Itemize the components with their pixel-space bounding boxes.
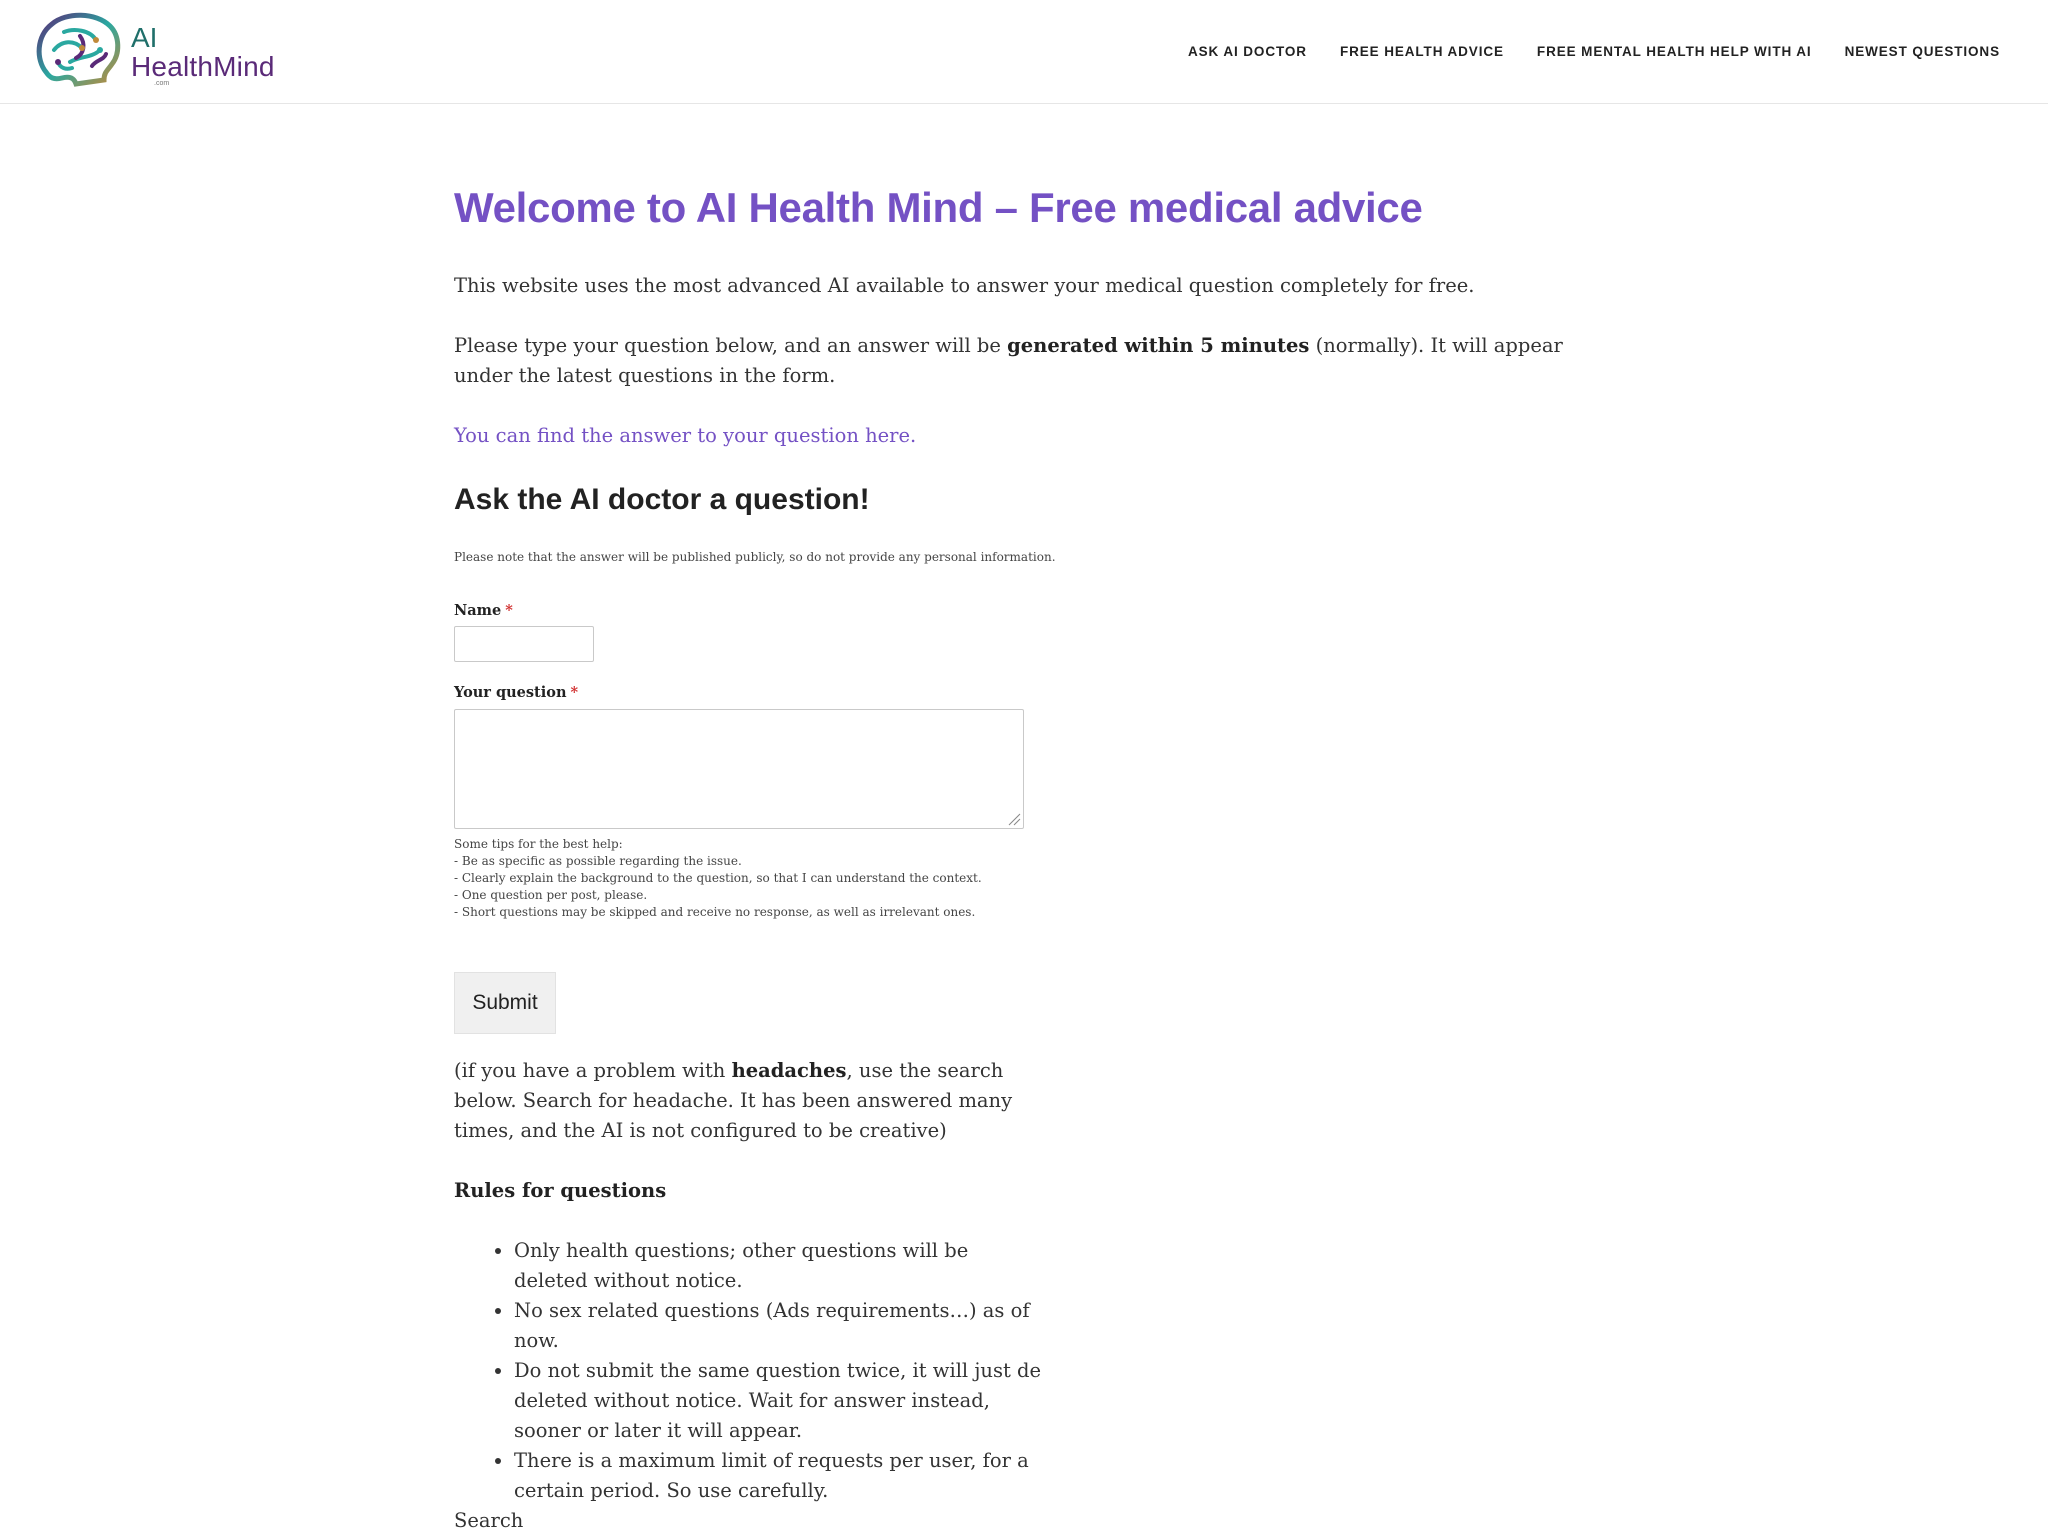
privacy-note: Please note that the answer will be published publicly, so do not provide any personal information. (454, 550, 1056, 564)
logo-text-ai: AI (131, 22, 158, 53)
headache-note (454, 1056, 1034, 1146)
site-header (0, 0, 2048, 104)
search-label: Search (454, 1509, 524, 1532)
rules-title: Rules for questions (454, 1179, 667, 1202)
main-content (454, 176, 1574, 1532)
instructions-text-start: Please type your question below, and an answer will be (454, 334, 1008, 357)
rules-list (454, 1236, 1044, 1506)
tip-item: - Clearly explain the background to the question, so that I can understand the context. (454, 871, 982, 885)
rule-item: • No sex related questions (Ads requirements…) as of now. (514, 1296, 1044, 1356)
headache-note-start: (if you have a problem with (454, 1059, 732, 1082)
question-label-text: Your question (454, 684, 567, 701)
rule-item: • Only health questions; other questions will be deleted without notice. (514, 1236, 1044, 1296)
nav-newest-questions[interactable]: NEWEST QUESTIONS (1844, 44, 2000, 59)
page-title: Welcome to AI Health Mind – Free medical advice (454, 184, 1423, 231)
rule-item: • Do not submit the same question twice, it will just de deleted without notice. Wait for answer instead, sooner or later it will appear. (514, 1356, 1044, 1446)
name-label-text: Name (454, 602, 502, 619)
question-tips (454, 836, 982, 921)
logo-text-suffix: .com (154, 80, 170, 87)
question-label (454, 684, 578, 701)
site-logo[interactable] (34, 10, 284, 90)
headache-bold: headaches (731, 1059, 847, 1082)
instructions-text (454, 331, 1564, 391)
intro-text: This website uses the most advanced AI available to answer your medical question completely for free. (454, 274, 1475, 297)
question-textarea[interactable] (454, 709, 1024, 829)
instructions-text-end: (normally). It will appear under the latest questions in the form. (454, 334, 1563, 387)
question-required-mark: * (570, 684, 579, 701)
tip-item: - Be as specific as possible regarding the issue. (454, 854, 742, 868)
nav-ask-ai-doctor[interactable]: ASK AI DOCTOR (1187, 44, 1307, 59)
nav-free-health-advice[interactable]: FREE HEALTH ADVICE (1339, 44, 1504, 59)
answer-link[interactable]: You can find the answer to your question here. (454, 424, 917, 447)
main-nav (1188, 44, 2000, 59)
answer-link-paragraph (454, 421, 916, 451)
tip-item: - One question per post, please. (454, 888, 648, 902)
name-required-mark: * (505, 602, 513, 619)
rule-item: • There is a maximum limit of requests per user, for a certain period. So use carefully. (514, 1446, 1044, 1506)
headache-note-end: , use the search below. Search for headache. It has been answered many times, and the AI is not configured to be creative) (454, 1059, 1013, 1142)
name-label (454, 602, 513, 619)
tips-heading: Some tips for the best help: (454, 837, 623, 851)
brain-head-logo-icon (34, 10, 124, 90)
logo-text-name: HealthMind (131, 51, 275, 82)
form-heading: Ask the AI doctor a question! (454, 483, 870, 516)
resize-handle-icon[interactable] (1007, 812, 1021, 826)
name-field[interactable] (454, 626, 594, 662)
tip-item: - Short questions may be skipped and receive no response, as well as irrelevant ones. (454, 905, 976, 919)
instructions-bold: generated within 5 minutes (1007, 334, 1310, 357)
submit-button[interactable]: Submit (454, 972, 556, 1034)
nav-free-mental-health-help[interactable]: FREE MENTAL HEALTH HELP WITH AI (1536, 44, 1812, 59)
